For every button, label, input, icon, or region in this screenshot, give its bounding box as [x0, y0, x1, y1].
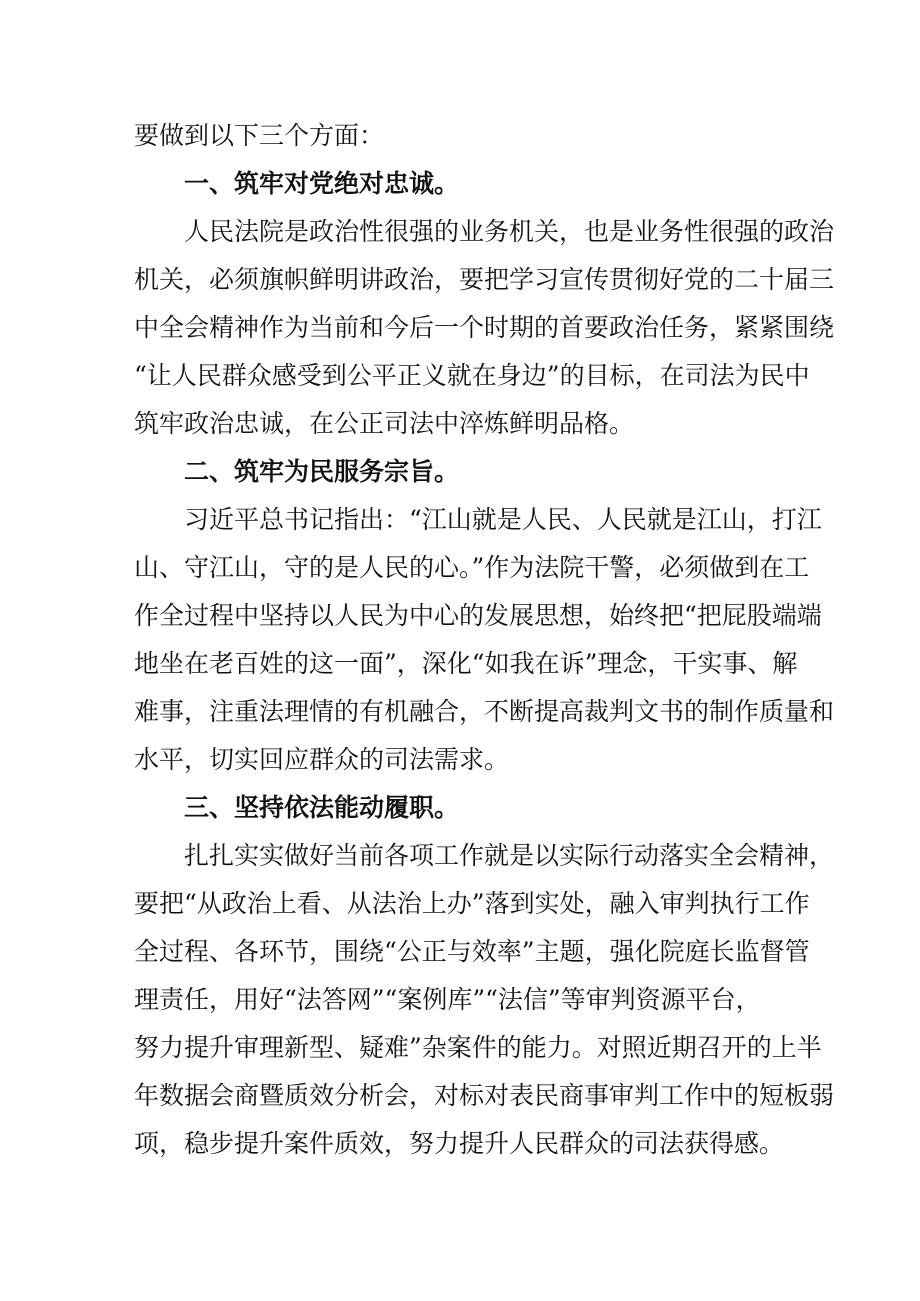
paragraph-line: 人民法院是政治性很强的业务机关，也是业务性很强的政治 [184, 217, 835, 246]
document-body [134, 112, 835, 1168]
paragraph-line: 年数据会商暨质效分析会，对标对表民商事审判工作中的短板弱 [134, 1081, 835, 1110]
paragraph-line: 全过程、各环节，围绕“公正与效率”主题，强化院庭长监督管 [134, 937, 810, 966]
section-heading: 三、坚持依法能动履职。 [184, 793, 460, 822]
paragraph-line: 难事，注重法理情的有机融合，不断提高裁判文书的制作质量和 [134, 697, 835, 726]
paragraph-line: 项，稳步提升案件质效，努力提升人民群众的司法获得感。 [134, 1129, 785, 1158]
paragraph-line: 中全会精神作为当前和今后一个时期的首要政治任务，紧紧围绕 [134, 313, 835, 342]
paragraph-line: 习近平总书记指出：“江山就是人民、人民就是江山，打江 [184, 505, 822, 534]
paragraph-line: 水平，切实回应群众的司法需求。 [134, 745, 510, 774]
paragraph-line: 山、守江山，守的是人民的心。”作为法院干警，必须做到在工 [134, 553, 810, 582]
paragraph-line: 机关，必须旗帜鲜明讲政治，要把学习宣传贯彻好党的二十届三 [134, 265, 835, 294]
paragraph-line: 要把“从政治上看、从法治上办”落到实处，融入审判执行工作 [134, 889, 810, 918]
section-heading: 一、筑牢对党绝对忠诚。 [184, 169, 460, 198]
section-heading: 二、筑牢为民服务宗旨。 [184, 457, 460, 486]
paragraph-line: 筑牢政治忠诚，在公正司法中淬炼鲜明品格。 [134, 409, 635, 438]
paragraph-line: 扎扎实实做好当前各项工作就是以实际行动落实全会精神， [184, 841, 835, 870]
paragraph-line: 作全过程中坚持以人民为中心的发展思想，始终把“把屁股端端 [134, 601, 822, 630]
paragraph-line: 努力提升审理新型、疑难”杂案件的能力。对照近期召开的上半 [134, 1033, 822, 1062]
paragraph-line: 理责任，用好“法答网”“案例库”“法信”等审判资源平台， [134, 985, 761, 1014]
paragraph-line: 要做到以下三个方面： [134, 121, 385, 150]
paragraph-line: 地坐在老百姓的这一面”，深化“如我在诉”理念，干实事、解 [134, 649, 798, 678]
paragraph-line: “让人民群众感受到公平正义就在身边”的目标，在司法为民中 [134, 361, 810, 390]
